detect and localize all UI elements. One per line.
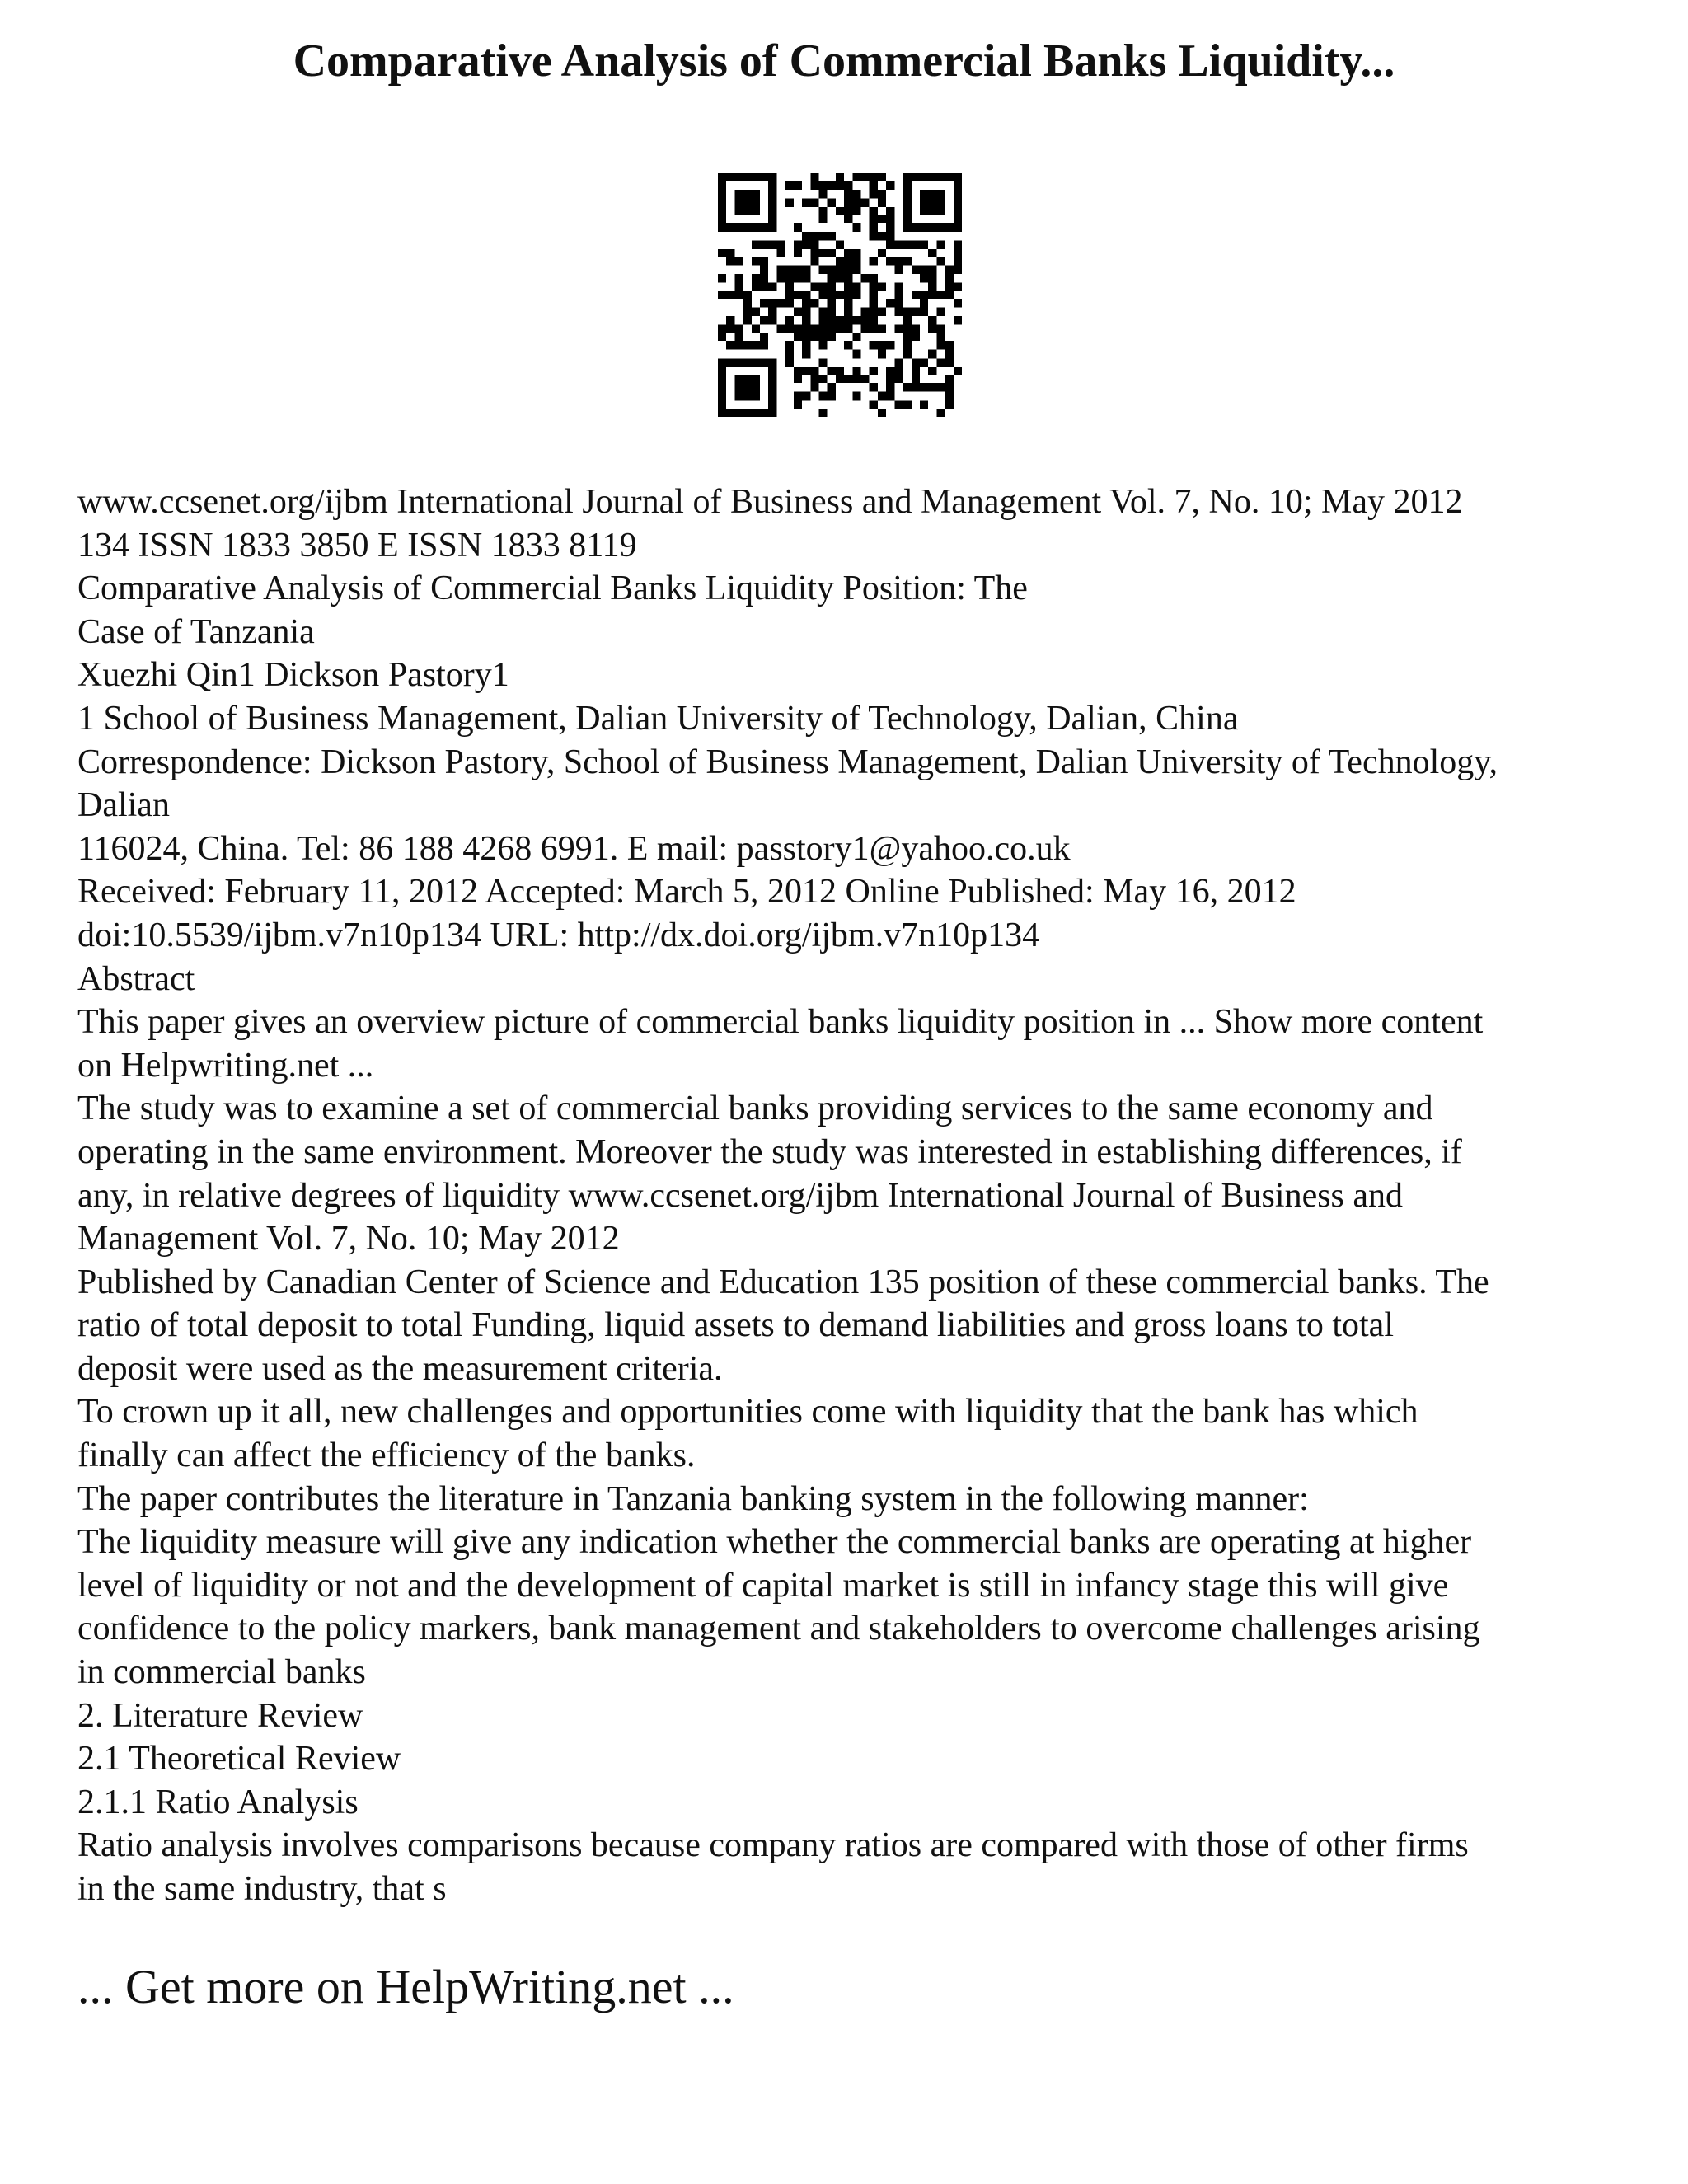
paper-title-line-1: Comparative Analysis of Commercial Banks Liquidity Position: The: [77, 569, 1028, 608]
abstract-line: on Helpwriting.net ...: [77, 1046, 374, 1085]
document-body: [77, 480, 1627, 1911]
paragraph-line: The paper contributes the literature in Tanzania banking system in the following manner:: [77, 1479, 1309, 1518]
paragraph-line: Ratio analysis involves comparisons because company ratios are compared with those of other firms: [77, 1826, 1469, 1865]
paragraph-line: The study was to examine a set of commercial banks providing services to the same economy and: [77, 1090, 1433, 1128]
page-title: Comparative Analysis of Commercial Banks Liquidity...: [293, 35, 1395, 87]
issn-line: 134 ISSN 1833 3850 E ISSN 1833 8119: [77, 526, 637, 565]
paragraph-line: any, in relative degrees of liquidity www.ccsenet.org/ijbm International Journal of Business and: [77, 1176, 1404, 1215]
paragraph-line: Published by Canadian Center of Science and Education 135 position of these commercial banks. The: [77, 1263, 1489, 1301]
journal-header-line: www.ccsenet.org/ijbm International Journal of Business and Management Vol. 7, No. 10; May 2012: [77, 483, 1463, 521]
abstract-heading: Abstract: [77, 959, 195, 998]
doi-line: doi:10.5539/ijbm.v7n10p134 URL: http://dx.doi.org/ijbm.v7n10p134: [77, 916, 1040, 954]
paragraph-line: deposit were used as the measurement criteria.: [77, 1349, 723, 1388]
authors-line: Xuezhi Qin1 Dickson Pastory1: [77, 656, 509, 695]
paragraph-line: in commercial banks: [77, 1653, 366, 1692]
paragraph-line: confidence to the policy markers, bank management and stakeholders to overcome challenges arising: [77, 1610, 1480, 1648]
subsection-heading: 2.1 Theoretical Review: [77, 1740, 401, 1779]
abstract-line: This paper gives an overview picture of commercial banks liquidity position in ... Show more content: [77, 1003, 1484, 1042]
paper-title-line-2: Case of Tanzania: [77, 612, 315, 651]
affiliation-line: 1 School of Business Management, Dalian University of Technology, Dalian, China: [77, 699, 1239, 738]
paragraph-line: in the same industry, that s: [77, 1870, 447, 1908]
subsubsection-heading: 2.1.1 Ratio Analysis: [77, 1783, 359, 1821]
paragraph-line: Management Vol. 7, No. 10; May 2012: [77, 1220, 620, 1258]
get-more-link[interactable]: ... Get more on HelpWriting.net ...: [77, 1960, 734, 2013]
correspondence-line: Correspondence: Dickson Pastory, School of Business Management, Dalian University of Technology,: [77, 743, 1498, 781]
paragraph-line: level of liquidity or not and the development of capital market is still in infancy stage this will give: [77, 1566, 1449, 1605]
correspondence-line-2: Dalian: [77, 786, 170, 825]
paragraph-line: operating in the same environment. Moreover the study was interested in establishing differences, if: [77, 1132, 1462, 1171]
qr-code-icon: [718, 173, 962, 417]
dates-line: Received: February 11, 2012 Accepted: March 5, 2012 Online Published: May 16, 2012: [77, 873, 1296, 912]
paragraph-line: To crown up it all, new challenges and opportunities come with liquidity that the bank has which: [77, 1393, 1418, 1432]
paragraph-line: The liquidity measure will give any indication whether the commercial banks are operating at higher: [77, 1523, 1472, 1562]
paragraph-line: finally can affect the efficiency of the banks.: [77, 1436, 696, 1475]
section-heading: 2. Literature Review: [77, 1696, 363, 1735]
paragraph-line: ratio of total deposit to total Funding, liquid assets to demand liabilities and gross loans to total: [77, 1306, 1394, 1345]
contact-line: 116024, China. Tel: 86 188 4268 6991. E mail: passtory1@yahoo.co.uk: [77, 829, 1071, 868]
